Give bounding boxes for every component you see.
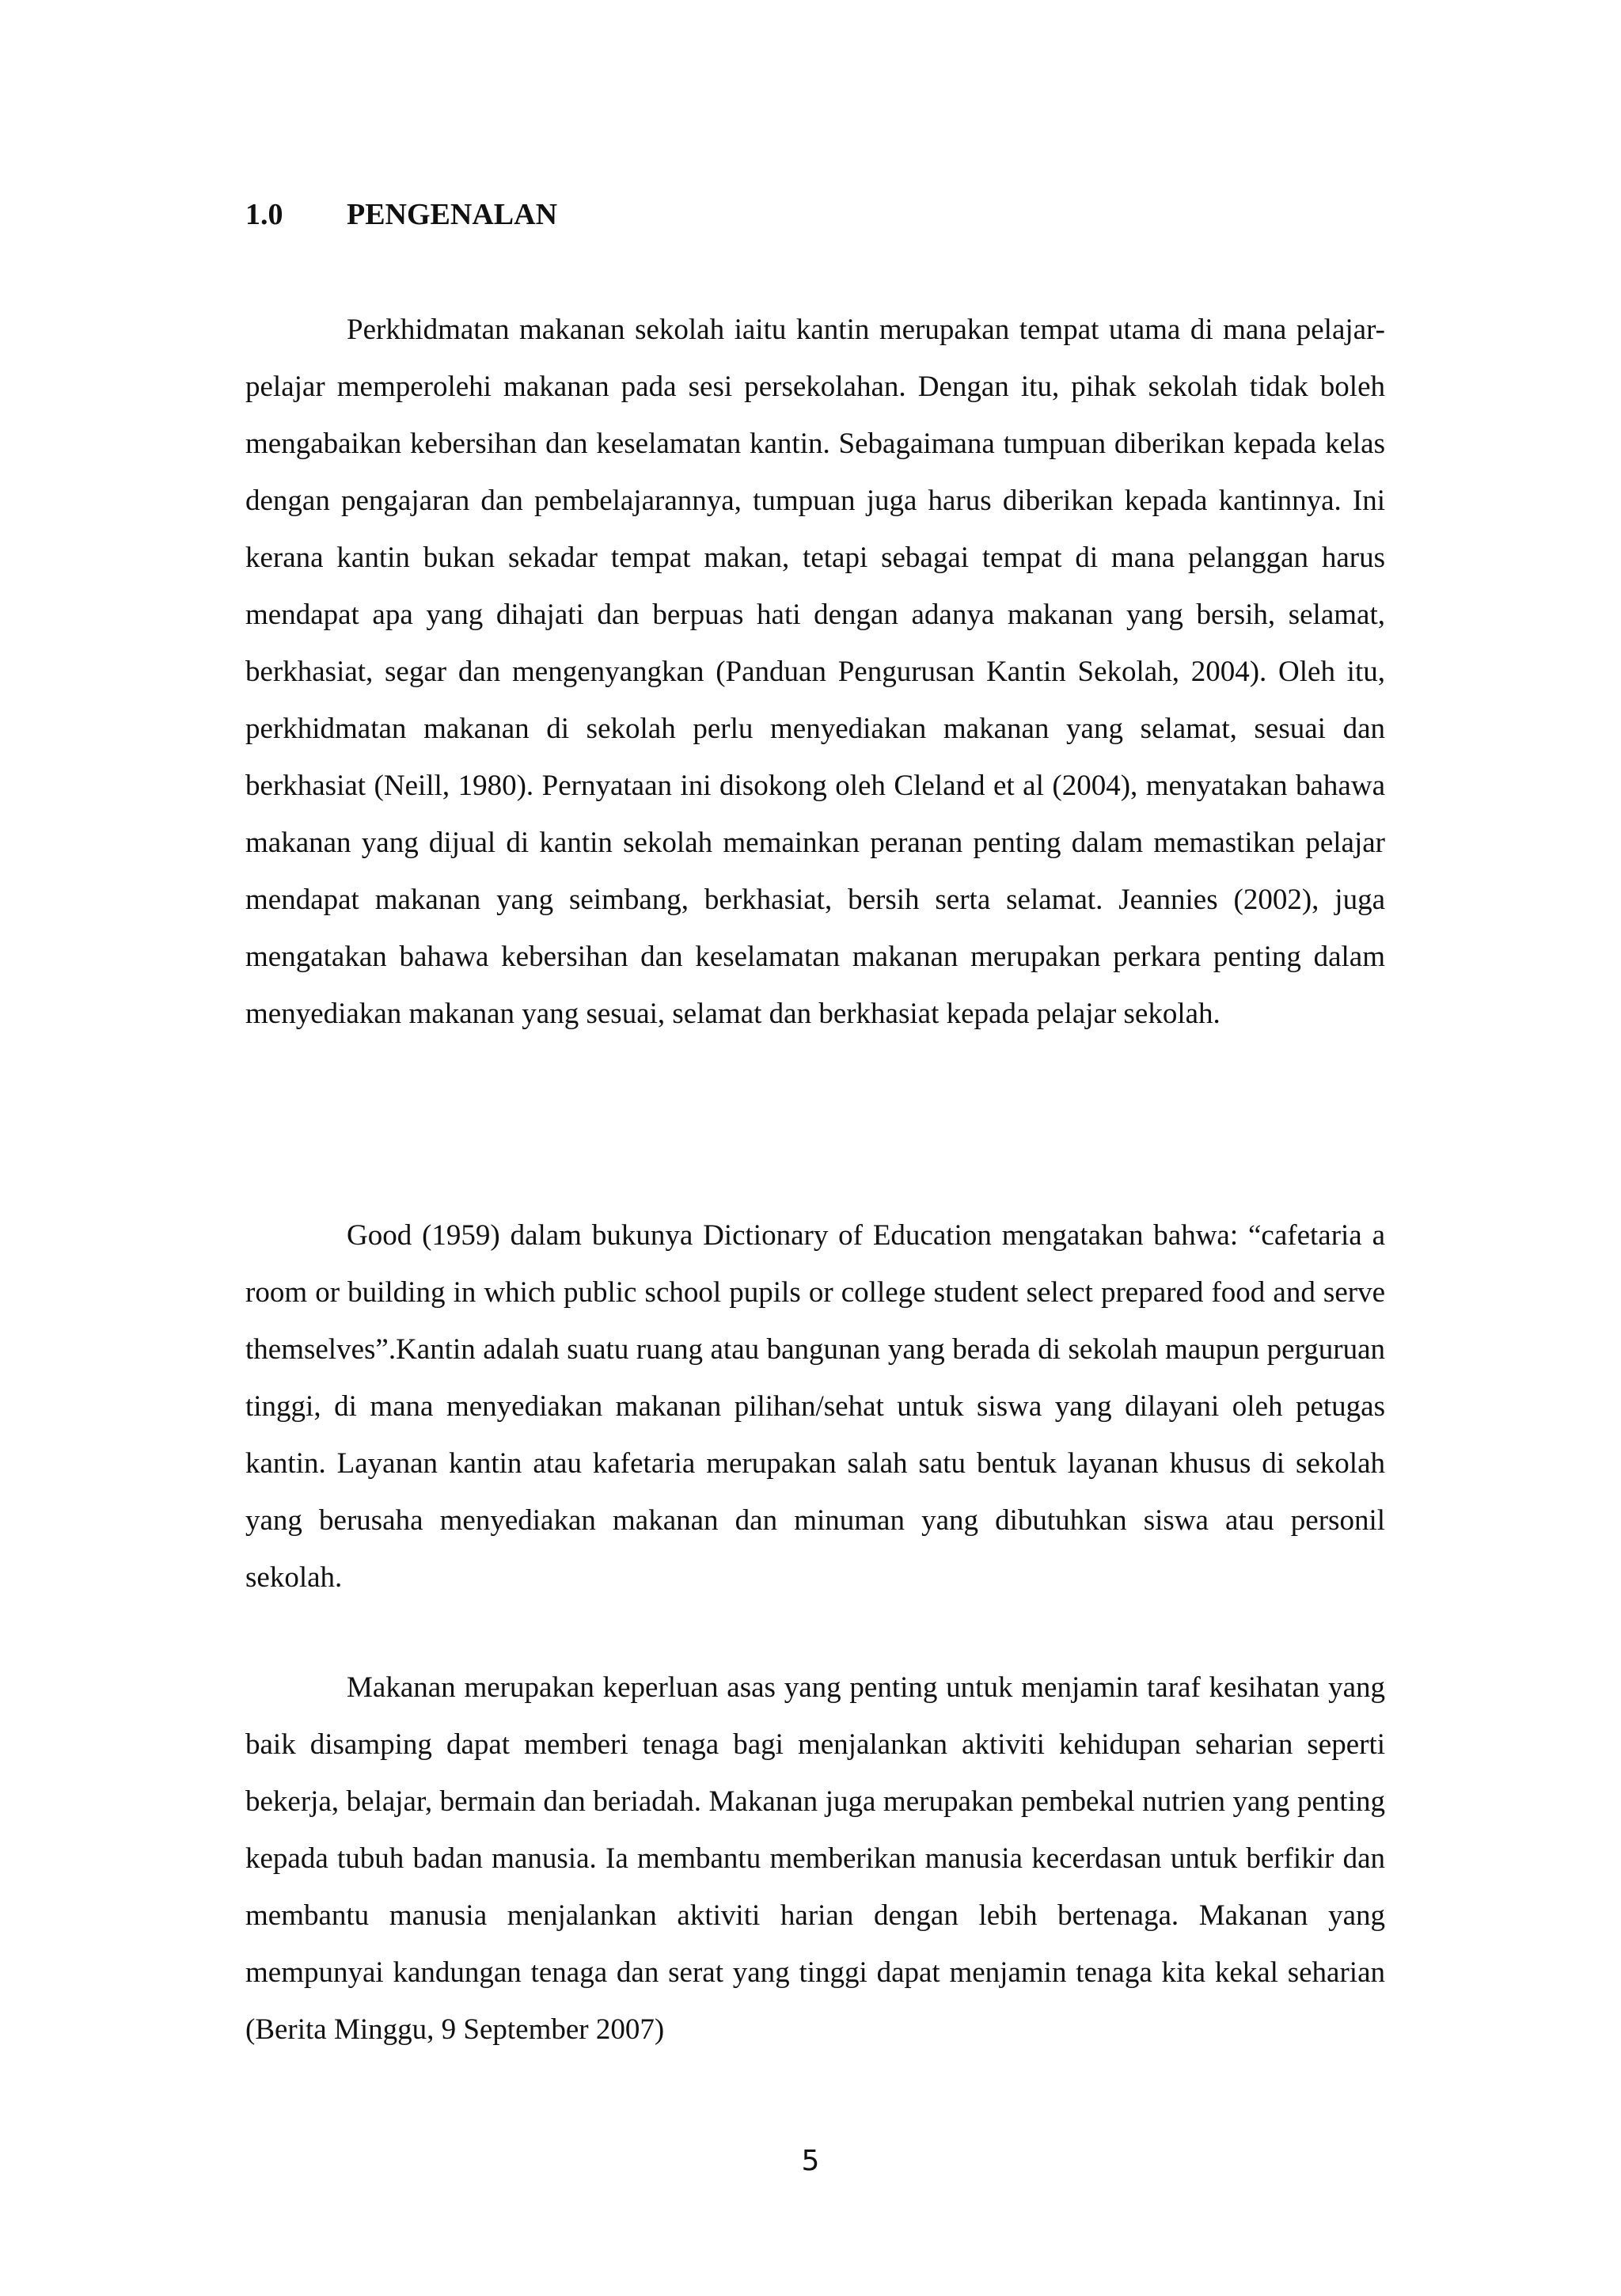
paragraph-1: Perkhidmatan makanan sekolah iaitu kantin merupakan tempat utama di mana pelajar-pelajar memperolehi makanan pada sesi persekolahan. Dengan itu, pihak sekolah tidak boleh mengabaikan kebersihan dan keselamatan kantin. Sebagaimana tumpuan diberikan kepada kelas dengan pengajaran dan pembelajarannya, tumpuan juga harus diberikan kepada kantinnya. Ini kerana kantin bukan sekadar tempat makan, tetapi sebagai tempat di mana pelanggan harus mendapat apa yang dihajati dan berpuas hati dengan adanya makanan yang bersih, selamat, berkhasiat, segar dan mengenyangkan (Panduan Pengurusan Kantin Sekolah, 2004). Oleh itu, perkhidmatan makanan di sekolah perlu menyediakan makanan yang selamat, sesuai dan berkhasiat (Neill, 1980). Pernyataan ini disokong oleh Cleland et al (2004), menyatakan bahawa makanan yang dijual di kantin sekolah memainkan peranan penting dalam memastikan pelajar mendapat makanan yang seimbang, berkhasiat, bersih serta selamat. Jeannies (2002), juga mengatakan bahawa kebersihan dan keselamatan makanan merupakan perkara penting dalam menyediakan makanan yang sesuai, selamat dan berkhasiat kepada pelajar sekolah.: [245, 314, 1385, 1030]
paragraph-2: Good (1959) dalam bukunya Dictionary of Education mengatakan bahwa: “cafetaria a room or building in which public school pupils or college student select prepared food and serve themselves”.Kantin adalah suatu ruang atau bangunan yang berada di sekolah maupun perguruan tinggi, di mana menyediakan makanan pilihan/sehat untuk siswa yang dilayani oleh petugas kantin. Layanan kantin atau kafetaria merupakan salah satu bentuk layanan khusus di sekolah yang berusaha menyediakan makanan dan minuman yang dibutuhkan siswa atau personil sekolah.: [245, 1219, 1385, 1594]
section-title: PENGENALAN: [347, 198, 558, 231]
section-heading: [245, 195, 557, 234]
page-number: 5: [801, 2145, 820, 2177]
paragraph-3: Makanan merupakan keperluan asas yang penting untuk menjamin taraf kesihatan yang baik disamping dapat memberi tenaga bagi menjalankan aktiviti kehidupan seharian seperti bekerja, belajar, bermain dan beriadah. Makanan juga merupakan pembekal nutrien yang penting kepada tubuh badan manusia. Ia membantu memberikan manusia kecerdasan untuk berfikir dan membantu manusia menjalankan aktiviti harian dengan lebih bertenaga. Makanan yang mempunyai kandungan tenaga dan serat yang tinggi dapat menjamin tenaga kita kekal seharian (Berita Minggu, 9 September 2007): [245, 1671, 1385, 2046]
section-number: 1.0: [245, 198, 283, 231]
